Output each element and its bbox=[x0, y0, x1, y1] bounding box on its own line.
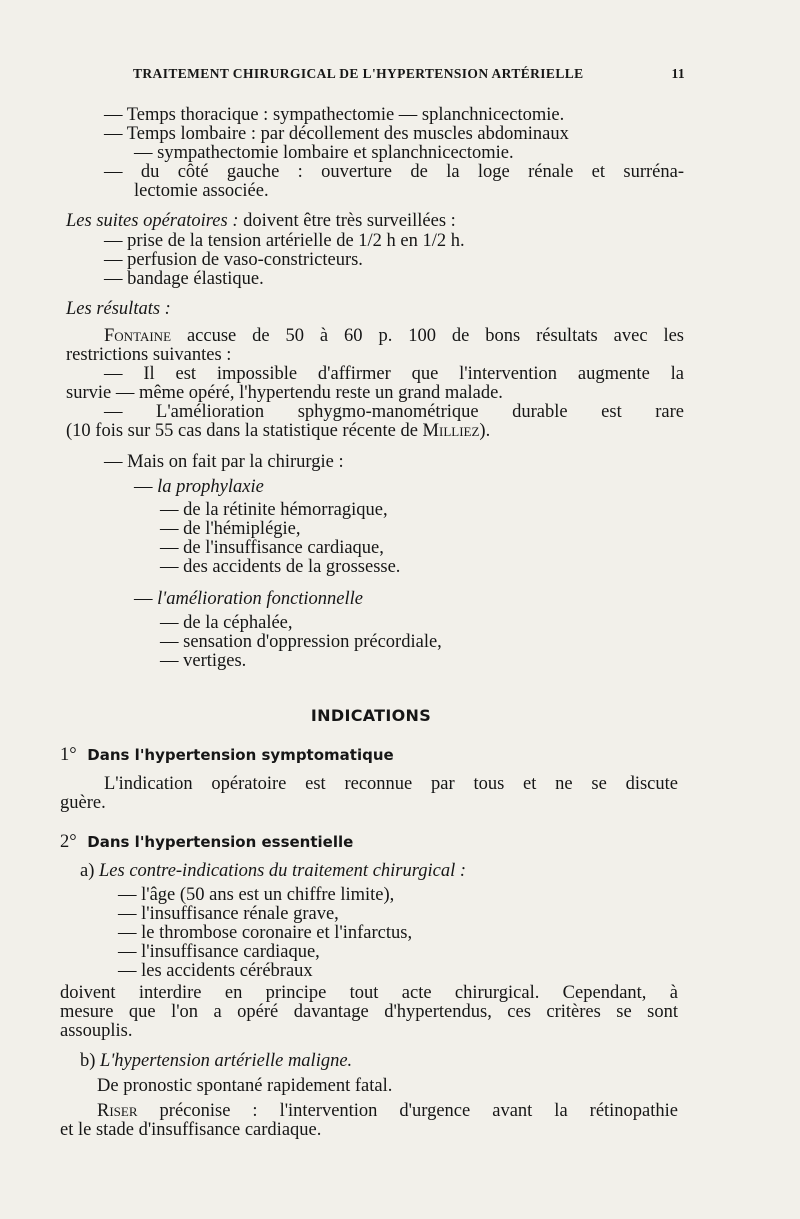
temps-line-2: — Temps lombaire : par décollement des muscles abdominaux bbox=[104, 124, 569, 144]
suites-item-3: — bandage élastique. bbox=[104, 269, 264, 289]
header-title: TRAITEMENT CHIRURGICAL DE L'HYPERTENSION ARTÉRIELLE bbox=[133, 66, 584, 81]
subsection-b-line-1: De pronostic spontané rapidement fatal. bbox=[97, 1076, 393, 1096]
author-fontaine: Fontaine bbox=[104, 326, 172, 346]
resultats-line-1: Fontaine accuse de 50 à 60 p. 100 de bons résultats avec les bbox=[104, 326, 685, 346]
proph-item-1: — de la rétinite hémorragique, bbox=[160, 500, 388, 520]
suites-heading bbox=[66, 211, 456, 231]
author-riser: Riser bbox=[97, 1101, 138, 1121]
prophylaxie-heading: — la prophylaxie bbox=[134, 477, 264, 497]
resultats-line-2: restrictions suivantes : bbox=[66, 345, 232, 365]
subsection-b-line-3: et le stade d'insuffisance cardiaque. bbox=[60, 1120, 322, 1140]
temps-line-1: — Temps thoracique : sympathectomie — splanchnicectomie. bbox=[104, 105, 565, 125]
section-1-heading bbox=[60, 745, 394, 765]
subsection-b-heading: b) L'hypertension artérielle maligne. bbox=[80, 1051, 353, 1071]
section-2-title: Dans l'hypertension essentielle bbox=[87, 833, 354, 851]
contre-item-4: — l'insuffisance cardiaque, bbox=[118, 942, 320, 962]
proph-item-2: — de l'hémiplégie, bbox=[160, 519, 301, 539]
suites-item-2: — perfusion de vaso-constricteurs. bbox=[104, 250, 363, 270]
subsection-a-line-3: assouplis. bbox=[60, 1021, 133, 1041]
section-1-title: Dans l'hypertension symptomatique bbox=[87, 746, 394, 764]
suites-text: doivent être très surveillées : bbox=[243, 211, 456, 231]
section-1-line-1: L'indication opératoire est reconnue par tous et ne se discute bbox=[104, 774, 678, 794]
resultats-label: Les résultats : bbox=[66, 299, 171, 319]
subsection-a-title: Les contre-indications du traitement chirurgical : bbox=[99, 861, 467, 881]
resultats-line-3: — Il est impossible d'affirmer que l'intervention augmente la bbox=[104, 364, 684, 384]
contre-item-1: — l'âge (50 ans est un chiffre limite), bbox=[118, 885, 395, 905]
contre-item-3: — le thrombose coronaire et l'infarctus, bbox=[118, 923, 413, 943]
suites-item-1: — prise de la tension artérielle de 1/2 h en 1/2 h. bbox=[104, 231, 465, 251]
author-milliez: Milliez bbox=[422, 421, 480, 441]
amel-item-3: — vertiges. bbox=[160, 651, 247, 671]
section-1-line-2: guère. bbox=[60, 793, 106, 813]
subsection-a-line-2: mesure que l'on a opéré davantage d'hypertendus, ces critères se sont bbox=[60, 1002, 678, 1022]
resultats-line-6: (10 fois sur 55 cas dans la statistique récente de Milliez). bbox=[66, 421, 491, 441]
resultats-line-4: survie — même opéré, l'hypertendu reste un grand malade. bbox=[66, 383, 503, 403]
temps-line-5: lectomie associée. bbox=[134, 181, 269, 201]
contre-item-5: — les accidents cérébraux bbox=[118, 961, 313, 981]
subsection-b-title: L'hypertension artérielle maligne. bbox=[100, 1051, 353, 1071]
resultats-line-5: — L'amélioration sphygmo-manométrique durable est rare bbox=[104, 402, 684, 422]
proph-item-4: — des accidents de la grossesse. bbox=[160, 557, 401, 577]
section-2-heading bbox=[60, 832, 353, 852]
subsection-a-line-1: doivent interdire en principe tout acte chirurgical. Cependant, à bbox=[60, 983, 678, 1003]
section-1-number: 1° bbox=[60, 745, 77, 765]
page-number: 11 bbox=[671, 66, 685, 81]
subsection-b-line-2: Riser préconise : l'intervention d'urgence avant la rétinopathie bbox=[97, 1101, 679, 1121]
indications-title: INDICATIONS bbox=[310, 706, 432, 725]
amel-item-2: — sensation d'oppression précordiale, bbox=[160, 632, 442, 652]
section-2-number: 2° bbox=[60, 832, 77, 852]
resultats-line-7: — Mais on fait par la chirurgie : bbox=[104, 452, 344, 472]
subsection-a-heading: a) Les contre-indications du traitement chirurgical : bbox=[80, 861, 467, 881]
amelioration-heading: — l'amélioration fonctionnelle bbox=[134, 589, 364, 609]
running-header bbox=[133, 66, 685, 82]
proph-item-3: — de l'insuffisance cardiaque, bbox=[160, 538, 384, 558]
suites-label: Les suites opératoires : bbox=[66, 211, 239, 231]
amel-item-1: — de la céphalée, bbox=[160, 613, 293, 633]
contre-item-2: — l'insuffisance rénale grave, bbox=[118, 904, 339, 924]
temps-line-3: — sympathectomie lombaire et splanchnicectomie. bbox=[134, 143, 514, 163]
temps-line-4: — du côté gauche : ouverture de la loge rénale et surréna- bbox=[104, 162, 684, 182]
